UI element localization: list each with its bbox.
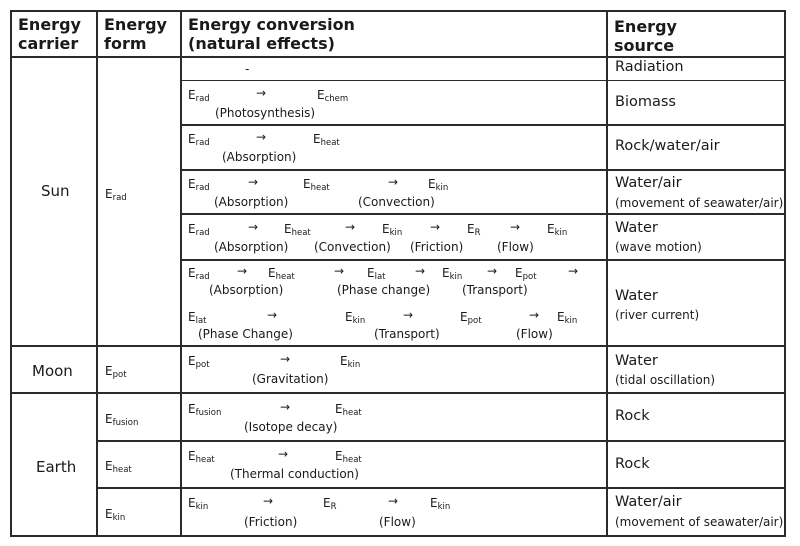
source-water-air: Water/air (615, 175, 682, 191)
process-label: (Absorption) (222, 150, 297, 164)
process-label: (Absorption) (214, 240, 289, 254)
energy-term: $E_{heat}$ (335, 449, 362, 465)
row-divider (96, 440, 784, 442)
arrow-icon: → (430, 220, 441, 234)
arrow-icon: → (280, 400, 291, 414)
energy-term: $E_{kin}$ (547, 222, 568, 238)
energy-term: $E_{heat}$ (313, 132, 340, 148)
energy-term: $E_{rad}$ (188, 88, 210, 104)
energy-term: $E_{heat}$ (268, 266, 295, 282)
arrow-icon: → (345, 220, 356, 234)
arrow-icon: → (263, 494, 274, 508)
energy-term: $E_R$ (467, 222, 481, 238)
source-rock: Rock (615, 408, 650, 424)
energy-term: $E_{rad}$ (188, 177, 210, 193)
header-carrier: Energy carrier (18, 15, 81, 53)
process-label: (Isotope decay) (244, 420, 338, 434)
row-divider (96, 487, 784, 489)
form-heat: $E_{heat}$ (105, 459, 132, 475)
row-divider (12, 345, 784, 347)
carrier-sun: Sun (41, 182, 70, 200)
source-note: (movement of seawater/air) (615, 515, 784, 529)
form-rad: $E_{rad}$ (105, 187, 127, 203)
process-label: (Transport) (462, 283, 528, 297)
energy-term: $E_{heat}$ (188, 449, 215, 465)
source-biomass: Biomass (615, 94, 676, 110)
header-divider (12, 56, 784, 58)
arrow-icon: → (267, 308, 278, 322)
header-form: Energy form (104, 15, 167, 53)
process-label: (Absorption) (209, 283, 284, 297)
process-label: (Convection) (314, 240, 391, 254)
process-label: (Friction) (244, 515, 298, 529)
process-label: (Flow) (516, 327, 553, 341)
form-pot: $E_{pot}$ (105, 364, 127, 380)
arrow-icon: → (248, 175, 259, 189)
source-water: Water (615, 220, 658, 236)
energy-term: $E_{kin}$ (428, 177, 449, 193)
energy-term: $E_{heat}$ (335, 402, 362, 418)
column-divider (180, 12, 182, 535)
energy-term: $E_{fusion}$ (188, 402, 222, 418)
row-divider (180, 169, 784, 171)
source-note: (movement of seawater/air) (615, 196, 784, 210)
source-note: (river current) (615, 308, 700, 322)
process-label: (Flow) (379, 515, 416, 529)
arrow-icon: → (568, 264, 579, 278)
energy-term: $E_{lat}$ (188, 310, 207, 326)
energy-table (10, 10, 786, 537)
process-label: (Flow) (497, 240, 534, 254)
energy-term: $E_{kin}$ (382, 222, 403, 238)
source-note: (wave motion) (615, 240, 702, 254)
process-label: (Phase change) (337, 283, 431, 297)
arrow-icon: → (415, 264, 426, 278)
column-divider (606, 12, 608, 535)
process-label: (Friction) (410, 240, 464, 254)
source-rock-water-air: Rock/water/air (615, 138, 720, 154)
energy-term: $E_{kin}$ (340, 354, 361, 370)
arrow-icon: → (388, 175, 399, 189)
row-divider (180, 213, 784, 215)
process-label: (Gravitation) (252, 372, 329, 386)
process-label: (Thermal conduction) (230, 467, 359, 481)
source-water-air: Water/air (615, 494, 682, 510)
energy-term: $E_{kin}$ (345, 310, 366, 326)
carrier-moon: Moon (32, 362, 73, 380)
conversion-dash: - (245, 62, 250, 76)
arrow-icon: → (256, 130, 267, 144)
arrow-icon: → (510, 220, 521, 234)
header-source: Energy source (614, 17, 677, 55)
energy-term: $E_{rad}$ (188, 266, 210, 282)
carrier-earth: Earth (36, 458, 77, 476)
energy-term: $E_R$ (323, 496, 337, 512)
source-water: Water (615, 288, 658, 304)
process-label: (Transport) (374, 327, 440, 341)
arrow-icon: → (529, 308, 540, 322)
energy-term: $E_{pot}$ (460, 310, 482, 326)
arrow-icon: → (403, 308, 414, 322)
process-label: (Absorption) (214, 195, 289, 209)
arrow-icon: → (237, 264, 248, 278)
row-divider (180, 80, 784, 81)
source-radiation: Radiation (615, 59, 684, 75)
row-divider (180, 259, 784, 261)
energy-term: $E_{pot}$ (515, 266, 537, 282)
energy-term: $E_{kin}$ (442, 266, 463, 282)
column-divider (96, 12, 98, 535)
energy-term: $E_{chem}$ (317, 88, 349, 104)
source-note: (tidal oscillation) (615, 373, 716, 387)
process-label: (Convection) (358, 195, 435, 209)
energy-term: $E_{lat}$ (367, 266, 386, 282)
energy-term: $E_{pot}$ (188, 354, 210, 370)
energy-term: $E_{rad}$ (188, 222, 210, 238)
form-fusion: $E_{fusion}$ (105, 412, 139, 428)
source-rock: Rock (615, 456, 650, 472)
process-label: (Photosynthesis) (215, 106, 316, 120)
energy-term: $E_{kin}$ (557, 310, 578, 326)
arrow-icon: → (280, 352, 291, 366)
arrow-icon: → (487, 264, 498, 278)
arrow-icon: → (388, 494, 399, 508)
row-divider (12, 392, 784, 394)
arrow-icon: → (334, 264, 345, 278)
energy-term: $E_{heat}$ (303, 177, 330, 193)
energy-term: $E_{rad}$ (188, 132, 210, 148)
row-divider (180, 124, 784, 126)
arrow-icon: → (278, 447, 289, 461)
process-label: (Phase Change) (198, 327, 293, 341)
form-kin: $E_{kin}$ (105, 507, 126, 523)
source-water: Water (615, 353, 658, 369)
arrow-icon: → (256, 86, 267, 100)
energy-term: $E_{heat}$ (284, 222, 311, 238)
header-conversion: Energy conversion (natural effects) (188, 15, 355, 53)
energy-term: $E_{kin}$ (430, 496, 451, 512)
energy-term: $E_{kin}$ (188, 496, 209, 512)
arrow-icon: → (248, 220, 259, 234)
